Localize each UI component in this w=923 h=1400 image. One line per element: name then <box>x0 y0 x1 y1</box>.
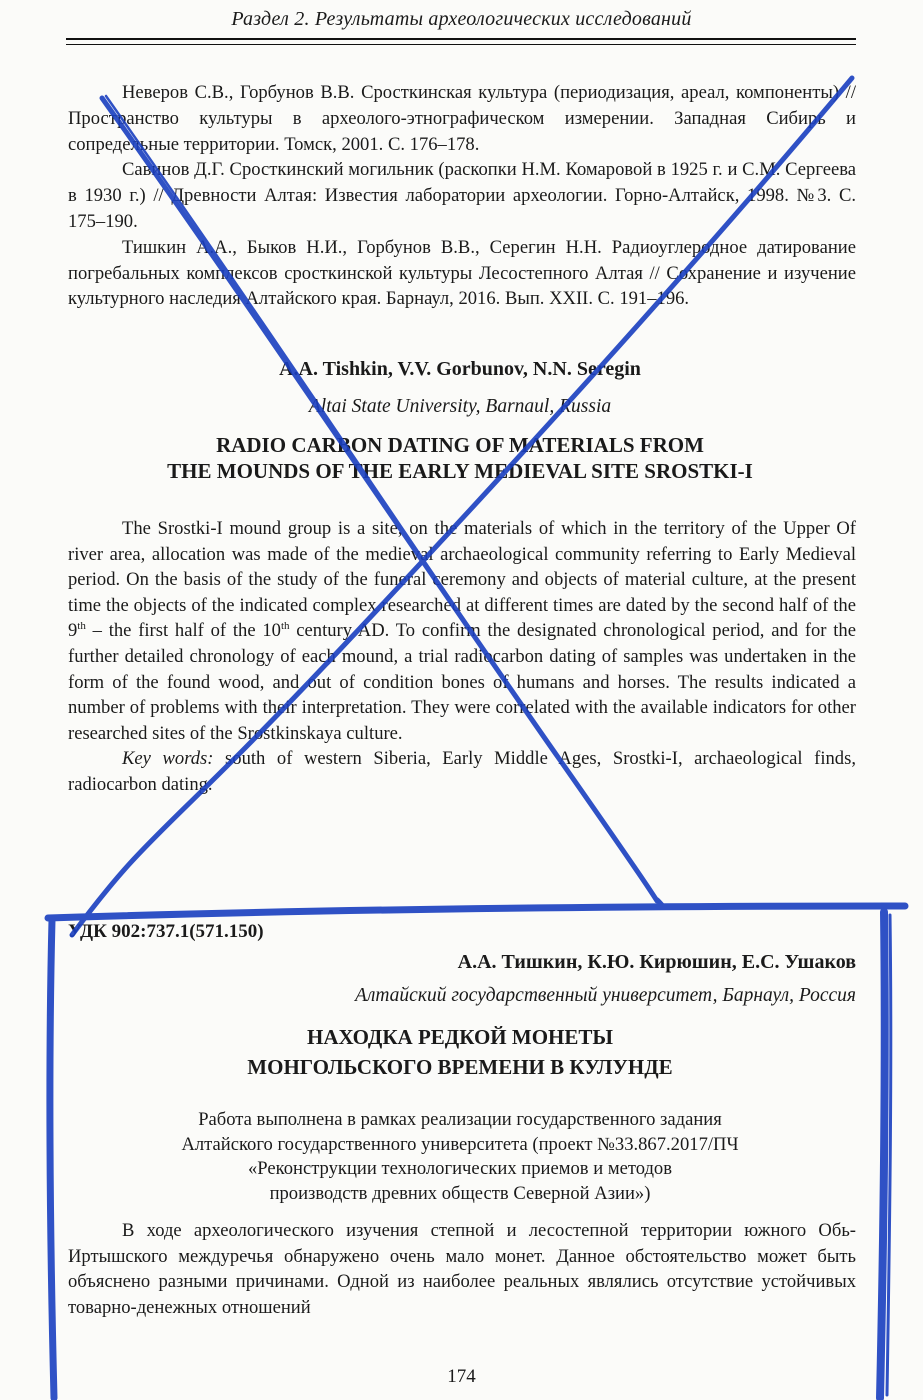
grant-note <box>60 1108 860 1206</box>
keywords-text: south of western Siberia, Early Middle Ages, Srostki-I, archaeological finds, radiocarbon dating. <box>68 748 856 795</box>
box-right-stroke <box>880 912 885 1398</box>
title-line: МОНГОЛЬСКОГО ВРЕМЕНИ В КУЛУНДЕ <box>247 1055 673 1079</box>
reference-list <box>68 80 856 312</box>
reference-item: Савинов Д.Г. Сросткинский могильник (раскопки Н.М. Комаровой в 1925 г. и С.М. Сергеева в 1930 г.) // Древности Алтая: Известия лаборатории археологии. Горно-Алтайск, 1998. №3. С. 175–190. <box>68 159 856 232</box>
russian-authors: А.А. Тишкин, К.Ю. Кирюшин, Е.С. Ушаков <box>457 951 856 973</box>
english-abstract <box>68 516 856 798</box>
russian-body <box>68 1218 856 1320</box>
grant-line: производств древних обществ Северной Азии») <box>269 1182 651 1204</box>
russian-article-title <box>60 1022 860 1082</box>
title-line: НАХОДКА РЕДКОЙ МОНЕТЫ <box>306 1025 613 1049</box>
russian-affiliation: Алтайский государственный университет, Барнаул, Россия <box>354 985 856 1006</box>
reference-item: Неверов С.В., Горбунов В.В. Сросткинская культура (периодизация, ареал, компоненты) // Пространство культуры в археолого-этнографическом измерении. Западная Сибирь и сопредельные территории. Томск, 2001. С. 176–178. <box>68 82 856 155</box>
udc-code: УДК 902:737.1(571.150) <box>68 921 264 942</box>
box-right-stroke <box>887 915 891 1395</box>
keywords-label: Key words: <box>122 748 214 770</box>
header-rule-thick <box>66 38 856 40</box>
title-line: THE MOUNDS OF THE EARLY MEDIEVAL SITE SROSTKI-I <box>167 459 753 483</box>
title-line: RADIO CARBON DATING OF MATERIALS FROM <box>216 433 704 457</box>
english-authors: A.A. Tishkin, V.V. Gorbunov, N.N. Seregin <box>279 358 641 380</box>
box-top-stroke <box>48 906 905 918</box>
header-rule-thin <box>66 44 856 45</box>
body-paragraph: В ходе археологического изучения степной и лесостепной территории южного Обь-Иртышского междуречья обнаружено очень мало монет. Данное обстоятельство может быть объяснено разными причинами. Одной из наиболее реальных являлись отсутствие устойчивых товарно-денежных отношений <box>68 1220 856 1318</box>
reference-item: Тишкин А.А., Быков Н.И., Горбунов В.В., Серегин Н.Н. Радиоуглеродное датирование погребальных комплексов сросткинской культуры Лесостепного Алтая // Сохранение и изучение культурного наследия Алтайского края. Барнаул, 2016. Вып. XXII. С. 191–196. <box>68 236 856 310</box>
grant-line: «Реконструкции технологических приемов и методов <box>247 1158 673 1179</box>
grant-line: Алтайского государственного университета (проект №33.867.2017/ПЧ <box>181 1133 739 1155</box>
abstract-text: The Srostki-I mound group is a site, on the materials of which in the territory of the Upper Of river area, allocation was made of the medieval archaeological community referring to Early Medieval period. On the basis of the study of the funeral ceremony and objects of material culture, at the present time the objects of the indicated complex researched at different times are dated by the second half of the 9th – the first half of the 10th century AD. To confirm the designated chronological period, and for the further detailed chronology of each mound, a trial radiocarbon dating of samples was undertaken in the form of the found wood, and out of condition bones of humans and horses. The results indicated a number of problems with their interpretation. They were correlated with the available indicators for other researched sites of the Srostkinskaya culture. <box>68 518 856 744</box>
english-affiliation: Altai State University, Barnaul, Russia <box>308 396 612 417</box>
english-article-title <box>60 432 860 484</box>
grant-line: Работа выполнена в рамках реализации государственного задания <box>198 1109 722 1130</box>
box-left-stroke <box>50 920 54 1398</box>
running-header: Раздел 2. Результаты археологических исследований <box>231 8 692 30</box>
page-number: 174 <box>447 1366 476 1387</box>
keywords <box>68 746 856 797</box>
